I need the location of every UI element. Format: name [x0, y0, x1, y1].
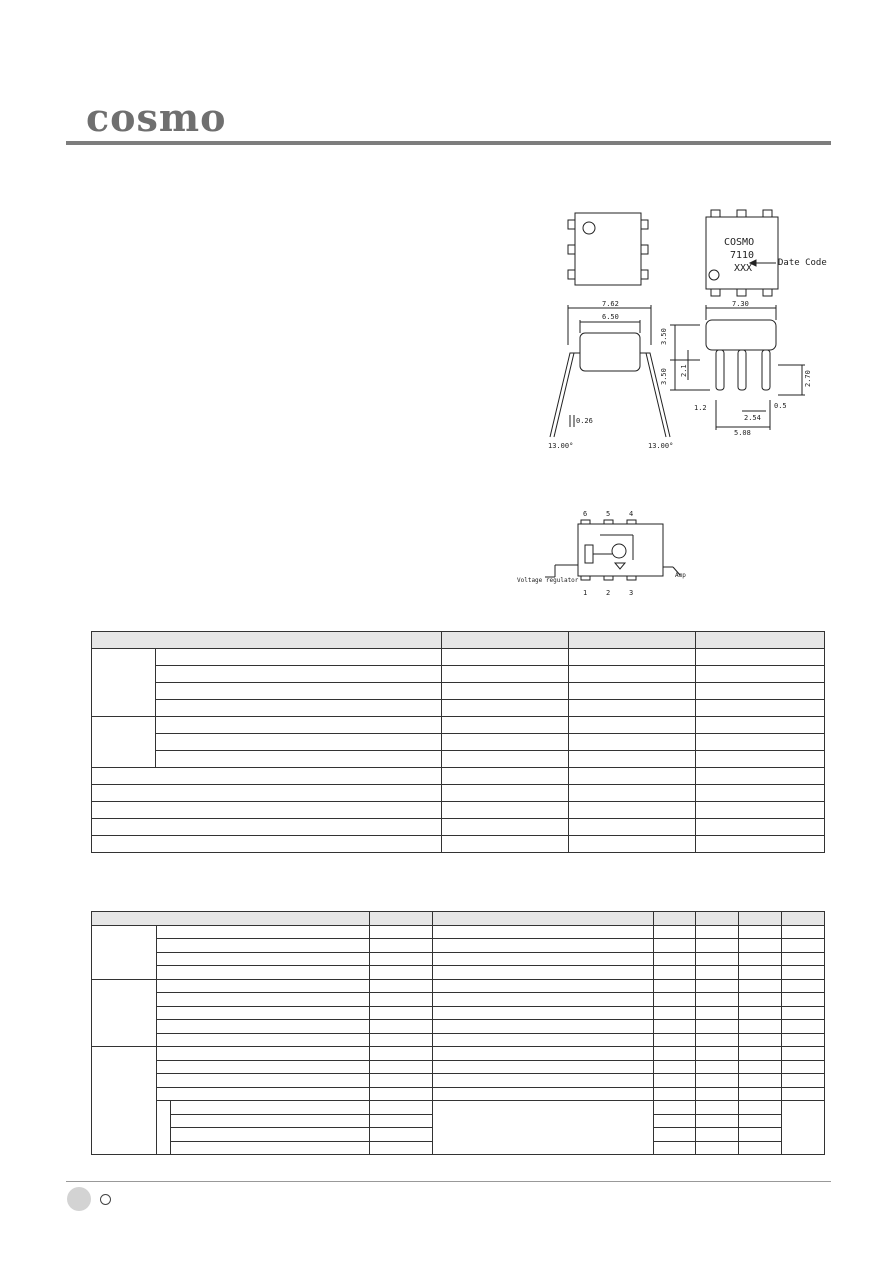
dim-lead-width: 1.2 — [694, 404, 707, 412]
footer-ring-icon — [100, 1194, 111, 1205]
schematic-pin-1: 1 — [583, 589, 588, 597]
table-row — [92, 1074, 825, 1088]
footer-circle-icon — [67, 1187, 91, 1211]
dim-height-upper: 3.50 — [660, 328, 668, 345]
date-code-label: Date Code — [778, 258, 827, 268]
table-row — [92, 966, 825, 980]
cosmo-logo: cosmo — [86, 95, 227, 140]
table-row — [92, 952, 825, 966]
table-row — [92, 939, 825, 953]
table-row — [92, 700, 825, 717]
front-view — [550, 305, 670, 437]
marking-line-2: 7110 — [730, 250, 755, 261]
table-row — [92, 802, 825, 819]
table-row — [92, 993, 825, 1007]
dim-standoff: 2.1 — [680, 364, 688, 377]
dim-pin-span: 5.08 — [734, 429, 751, 437]
table-row — [92, 836, 825, 853]
table-row — [92, 717, 825, 734]
dim-body-width-outer: 7.62 — [602, 300, 619, 308]
table-row — [92, 1033, 825, 1047]
schematic-pin-5: 5 — [606, 510, 611, 518]
internal-schematic-diagram — [515, 505, 695, 600]
dim-lead-angle-right: 13.00° — [648, 442, 674, 450]
dim-lead-thickness: 0.26 — [576, 417, 593, 425]
dim-side-width: 7.30 — [732, 300, 749, 308]
table-row — [92, 1020, 825, 1034]
table-header-row — [92, 632, 825, 649]
table-row — [92, 1060, 825, 1074]
marking-line-3: XXX — [734, 263, 753, 274]
schematic-label-voltage-regulator: Voltage regulator — [517, 577, 579, 584]
schematic-pin-2: 2 — [606, 589, 611, 597]
schematic-pin-3: 3 — [629, 589, 634, 597]
schematic-pin-4: 4 — [629, 510, 634, 518]
schematic-pin-6: 6 — [583, 510, 588, 518]
table-row — [92, 925, 825, 939]
package-outline-drawing — [530, 205, 830, 455]
dim-lead-width-small: 0.5 — [774, 402, 787, 410]
table-row — [92, 785, 825, 802]
dim-body-width-inner: 6.50 — [602, 313, 619, 321]
ratings-table — [91, 631, 825, 853]
table-row — [92, 1006, 825, 1020]
table-row — [92, 751, 825, 768]
footer-rule — [66, 1181, 831, 1182]
table-row — [92, 666, 825, 683]
schematic-label-amp: Amp — [675, 572, 686, 579]
top-view-pin1-dot — [568, 213, 648, 285]
characteristics-table — [91, 911, 825, 1155]
dim-lead-angle-left: 13.00° — [548, 442, 574, 450]
dim-lead-length: 2.70 — [804, 370, 812, 387]
table-header-row — [92, 912, 825, 926]
header-rule — [66, 141, 831, 145]
table-row — [92, 979, 825, 993]
table-row — [92, 1087, 825, 1101]
marking-line-1: COSMO — [724, 237, 755, 248]
table-row — [92, 649, 825, 666]
dim-pitch: 2.54 — [744, 414, 761, 422]
table-row — [92, 683, 825, 700]
side-view — [670, 305, 805, 430]
dim-height-lower: 3.50 — [660, 368, 668, 385]
table-row — [92, 768, 825, 785]
table-row — [92, 734, 825, 751]
table-row — [92, 1101, 825, 1115]
table-row — [92, 819, 825, 836]
table-row — [92, 1047, 825, 1061]
